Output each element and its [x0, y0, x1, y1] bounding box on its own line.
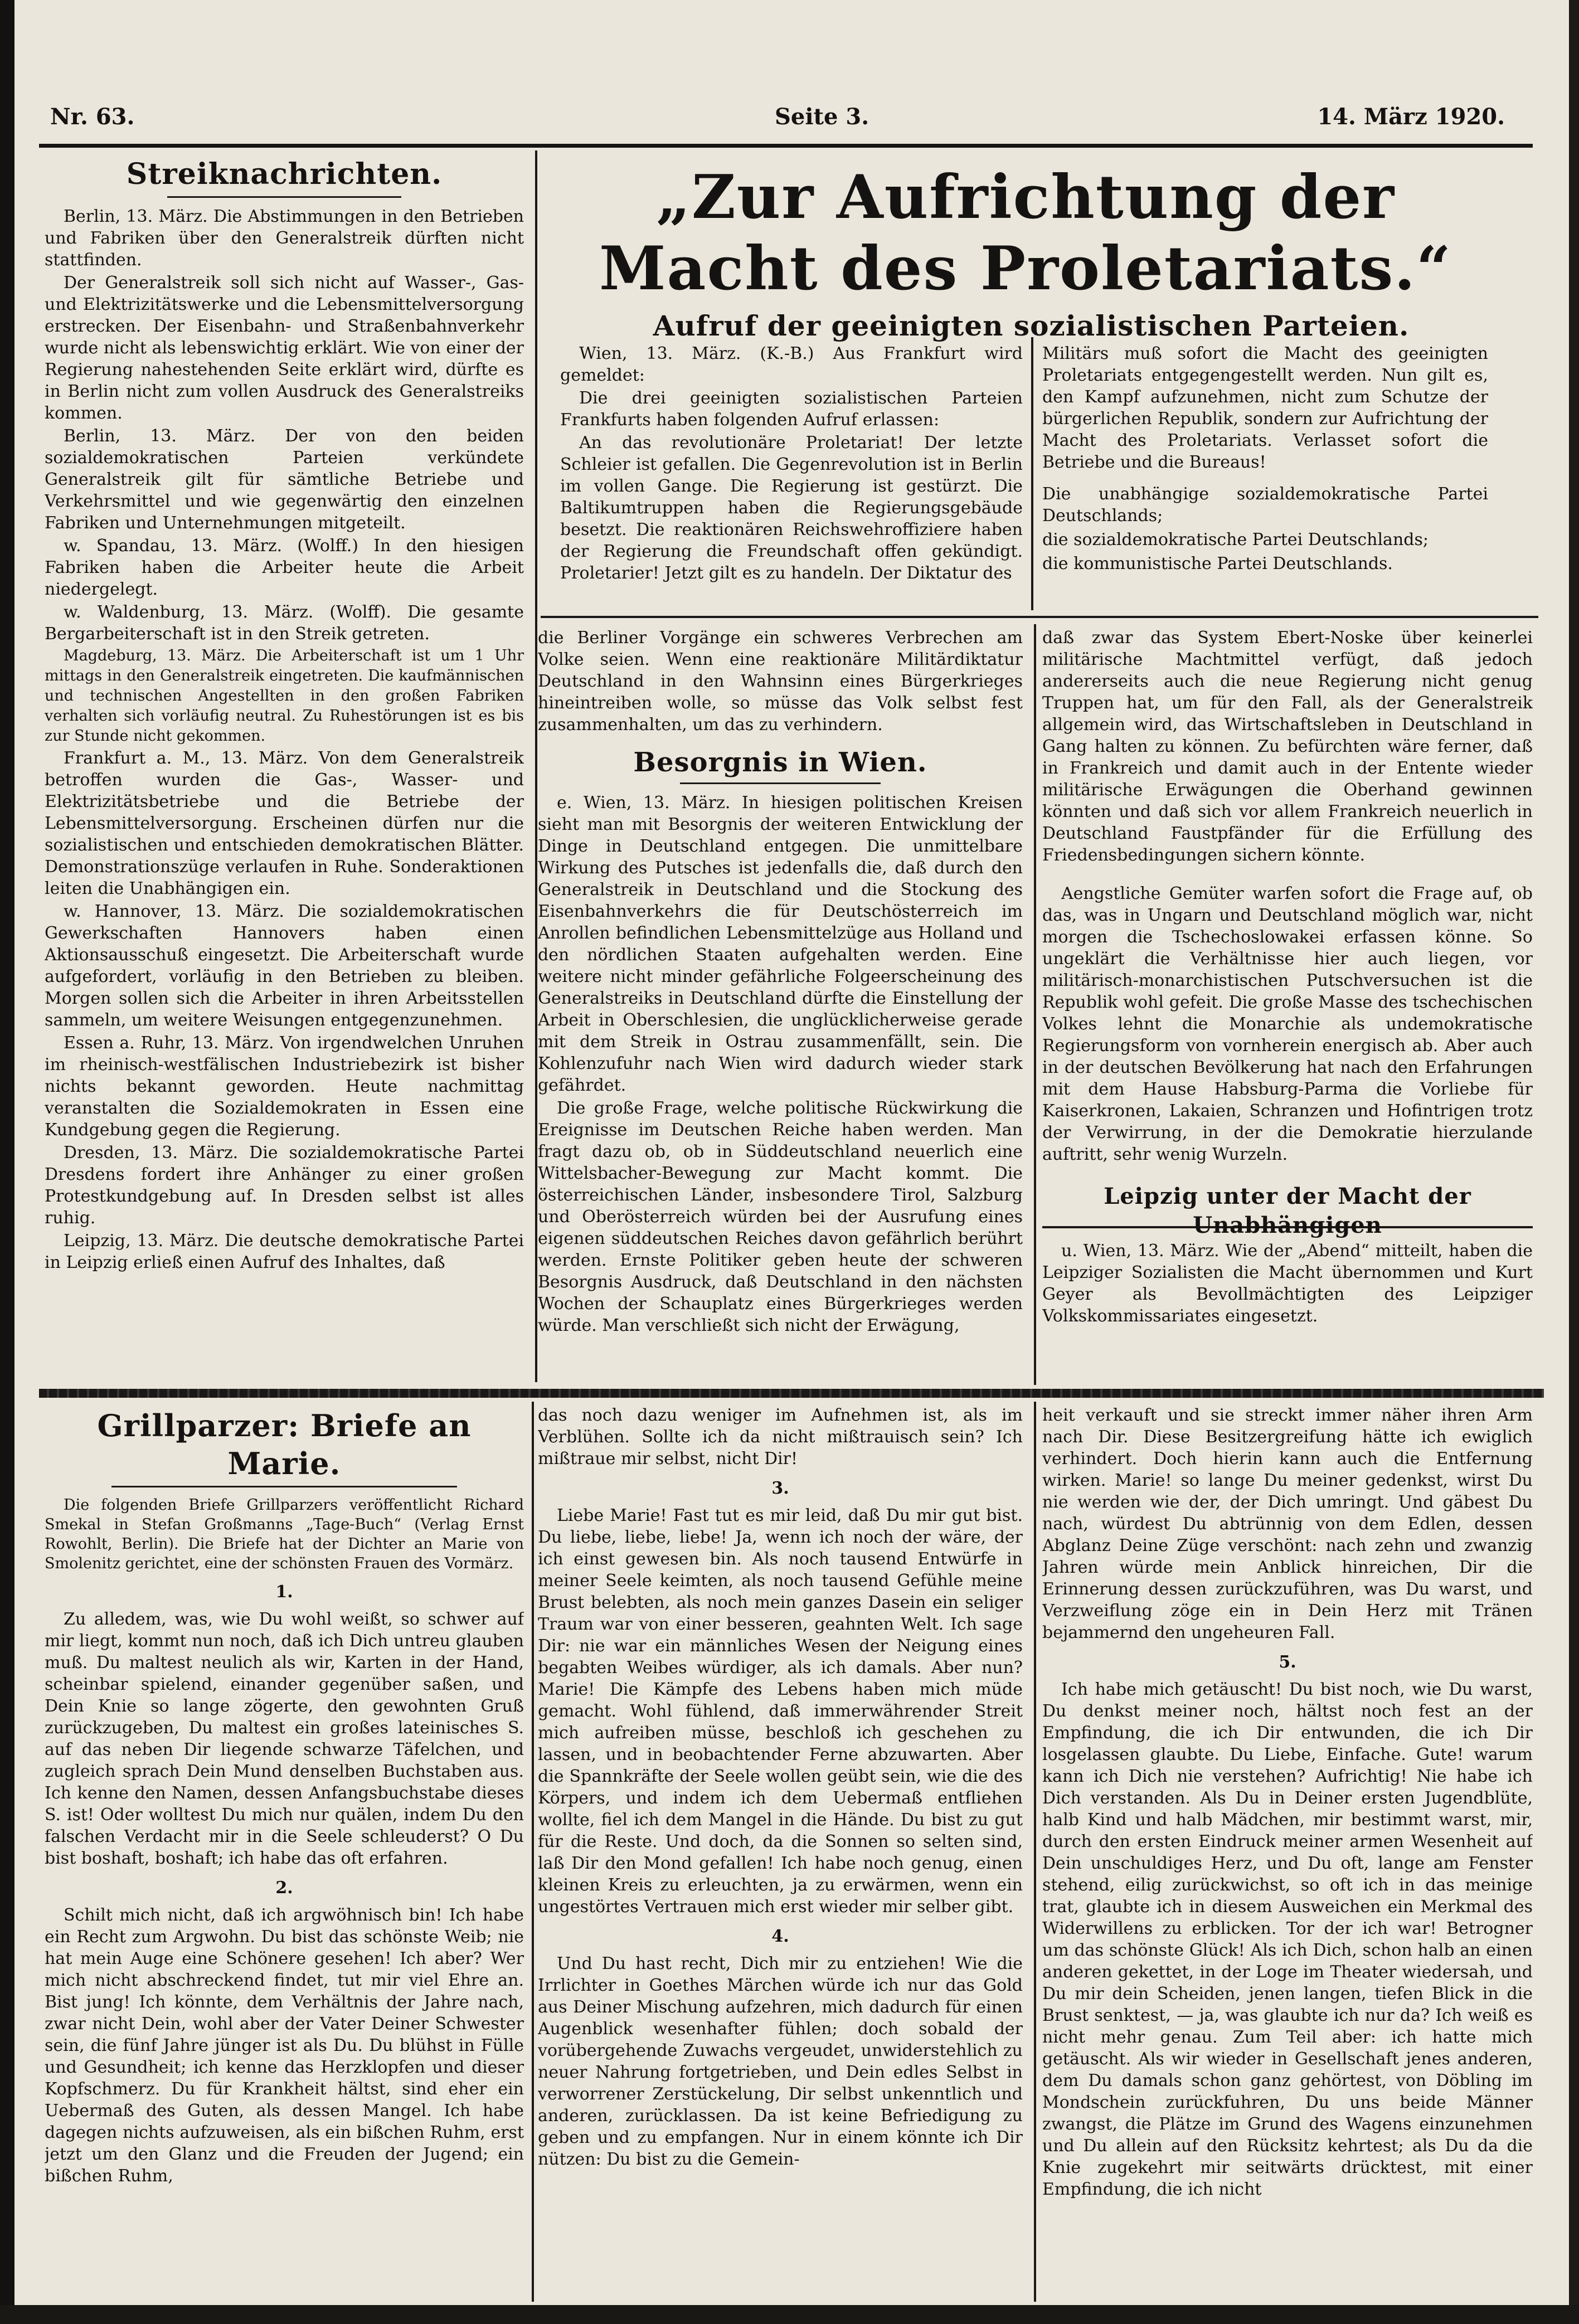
letter-number: 2. — [275, 1878, 293, 1898]
proclamation-column-1 — [560, 343, 1023, 610]
leipzig-heading: Leipzig unter der Macht der Unabhängigen — [1104, 1183, 1471, 1238]
strike-news-heading-rule — [167, 196, 401, 198]
proclamation-column-2 — [1042, 343, 1488, 610]
vienna-heading-rule — [680, 782, 881, 784]
proclamation-paragraph: Militärs muß sofort die Macht des geeinigten Proletariats entgegengestellt werden. Nun gilt es, den Kampf aufzunehmen, nicht zum Schutze der bürgerlichen Republik, sondern zur Aufrichtung der Macht des Proletariats. Verlasset sofort die Betriebe und die Bureaus! — [1042, 344, 1488, 472]
proclamation-paragraph: An das revolutionäre Proletariat! Der letzte Schleier ist gefallen. Die Gegenrevolution ist in Berlin im vollen Gange. Die Regierung ist gestürzt. Die Baltikumtruppen haben die Regierungsgebäude besetzt. Die reaktionären Reichswehroffiziere haben der Regierung die Freundschaft offen gekündigt. Proletarier! Jetzt gilt es zu handeln. Der Diktatur des — [560, 433, 1023, 583]
leipzig-continuation: die Berliner Vorgänge ein schweres Verbrechen am Volke seien. Wenn eine reaktionäre Militärdiktatur Deutschland in den Wahnsinn eines Bürgerkrieges hineintreiben wolle, so müsse das Volk selbst fest zusammenhalten, um das zu verhindern. — [538, 628, 1023, 735]
proclamation-subtitle: Aufruf der geeinigten sozialistischen Parteien. — [653, 309, 1410, 342]
letter-paragraph: heit verkauft und sie streckt immer näher ihren Arm nach Dir. Diese Besitzergreifung hätte ich ewiglich verhindert. Doch hierin kann auch die Entfernung wirken. Marie! so lange Du meiner gedenkst, wirst Du nie werden wie der, der Dich umringt. Und gäbest Du nach, würdest Du abtrünnig von dem Edlen, dessen Abglanz Deine Züge verschönt: nach zehn und zwanzig Jahren würde mein Anblick hinreichen, Dir die Erinnerung dessen zurückzuführen, was Du warst, und Verzweiflung zöge ein in Dein Herz mit Tränen bejammernd den ungeheuren Fall. — [1042, 1406, 1533, 1642]
strike-item: Berlin, 13. März. Die Abstimmungen in den Betrieben und Fabriken über den Generalstreik dürften nicht stattfinden. — [45, 207, 524, 270]
strike-item: Magdeburg, 13. März. Die Arbeiterschaft ist um 1 Uhr mittags in den Generalstreik eingetreten. Die kaufmännischen und technischen Angestellten in den großen Fabriken verhalten sich vorläufig neutral. Zu Ruhestörungen ist es bis zur Stunde nicht gekommen. — [45, 647, 524, 745]
column-rule-right — [1034, 624, 1036, 1385]
column-rule-left — [535, 150, 537, 1382]
feuilleton-divider — [39, 1389, 1544, 1398]
letter-number: 3. — [771, 1479, 789, 1498]
strike-item: Dresden, 13. März. Die sozialdemokratische Partei Dresdens fordert ihre Anhänger zu einer großen Protestkundgebung auf. In Dresden selbst ist alles ruhig. — [45, 1143, 524, 1228]
strike-item: Berlin, 13. März. Der von den beiden sozialdemokratischen Parteien verkündete Generalstreik gilt für sämtliche Betriebe und Verkehrsmittel und wie gegenwärtig den einzelnen Fabriken und Unternehmungen mitgeteilt. — [45, 426, 524, 533]
running-header — [45, 100, 1505, 139]
letter-paragraph: Und Du hast recht, Dich mir zu entziehen! Wie die Irrlichter in Goethes Märchen würde ich nur das Gold aus Deiner Mischung aufzehren, mich dadurch für einen Augenblick wesenhafter fühlen; doch sobald der vorübergehende Zuwachs vergeudet, unwiderstehlich zu neuer Nahrung fortgetrieben, und Dein edles Selbst in verworrener Zerstückelung, Dir selbst unkenntlich und anderen, zurücklassen. Da ist keine Befriedigung zu geben und zu empfangen. Nur in einem könnte ich Dir nützen: Du bist zu die Gemein- — [538, 1954, 1023, 2169]
proclamation-signature: die kommunistische Partei Deutschlands. — [1042, 554, 1393, 573]
issue-number: Nr. 63. — [50, 104, 135, 130]
strike-item: w. Hannover, 13. März. Die sozialdemokratischen Gewerkschaften Hannovers haben einen Aktionsausschuß eingesetzt. Die Arbeiterschaft wurde aufgefordert, vorläufig in den Betrieben zu bleiben. Morgen sollen sich die Arbeiter in ihren Arbeitsstellen sammeln, um weitere Weisungen entgegenzunehmen. — [45, 902, 524, 1030]
strike-item: Der Generalstreik soll sich nicht auf Wasser-, Gas- und Elektrizitätswerke und die Lebensmittelversorgung erstrecken. Der Eisenbahn- und Straßenbahnverkehr wurde nicht als lebenswichtig erklärt. Wie von einer der Regierung nahestehenden Seite erklärt wird, dürfte es in Berlin nicht zum vollen Ausdruck des Generalstreiks kommen. — [45, 273, 524, 423]
grillparzer-column-1 — [45, 1404, 524, 2302]
letter-number: 1. — [275, 1582, 293, 1602]
header-rule — [39, 144, 1533, 148]
leipzig-paragraph: u. Wien, 13. März. Wie der „Abend“ mitteilt, haben die Leipziger Sozialisten die Macht übernommen und Kurt Geyer als Bevollmächtigten des Leipziger Volkskommissariates eingesetzt. — [1042, 1241, 1533, 1326]
strike-item: Frankfurt a. M., 13. März. Von dem Generalstreik betroffen wurden die Gas-, Wasser- und Elektrizitätsbetriebe und die Betriebe der Lebensmittelversorgung. Erscheinen dürfen nur die sozialistischen und entschieden demokratischen Blätter. Demonstrationszüge verlaufen in Ruhe. Sonderaktionen leiten die Unabhängigen ein. — [45, 748, 524, 898]
vienna-paragraph: Die große Frage, welche politische Rückwirkung die Ereignisse im Deutschen Reiche haben werden. Man fragt dazu ob, ob in Süddeutschland neuerlich eine Wittelsbacher-Bewegung zur Macht kommt. Die österreichischen Länder, insbesondere Tirol, Salzburg und Oberösterreich würden bei der Ausrufung eines eigenen süddeutschen Reiches davon gefährlich berührt werden. Ernste Politiker geben heute der schweren Besorgnis Ausdruck, daß Deutschland in den nächsten Wochen der Schauplatz eines Bürgerkrieges werden würde. Man verschließt sich nicht der Erwägung, — [538, 1098, 1023, 1335]
strike-item: w. Waldenburg, 13. März. (Wolff). Die gesamte Bergarbeiterschaft ist in den Streik getreten. — [45, 602, 524, 644]
scan-edge-left — [0, 0, 14, 2324]
scan-edge-right — [1569, 0, 1579, 2324]
lower-column-rule-right — [1034, 1402, 1036, 2302]
issue-date: 14. März 1920. — [1317, 104, 1505, 130]
proclamation-signature: Die unabhängige sozialdemokratische Partei Deutschlands; — [1042, 484, 1488, 526]
grillparzer-heading: Grillparzer: Briefe an Marie. — [97, 1408, 472, 1481]
page-number: Seite 3. — [775, 104, 869, 130]
middle-column — [538, 627, 1023, 1385]
letter-paragraph: Liebe Marie! Fast tut es mir leid, daß Du mir gut bist. Du liebe, liebe, liebe! Ja, wenn ich noch der wäre, der ich einst gewesen bin. Als noch tausend Entwürfe in meiner Seele keimten, als noch tausend Gefühle meine Brust belebten, als noch mein ganzes Dasein ein seliger Traum war von einer besseren, geahnten Welt. Ich sage Dir: nie war ein männliches Wesen der Neigung eines begabten Weibes würdiger, als ich damals. Aber nun? Marie! Die Kämpfe des Lebens haben mich müde gemacht. Wohl fühlend, daß immerwährender Streit mich aufreiben müsse, beschloß ich geschehen zu lassen, und in beobachtender Ferne abzuwarten. Aber die Spannkräfte der Seele wollen geübt sein, wie die des Körpers, und indem ich dem Uebermaß entfliehen wollte, fiel ich dem Mangel in die Hände. Du bist zu gut für die Reste. Und doch, da die Sonnen so selten sind, laß Dir den Mond gefallen! Ich habe noch genug, einen kleinen Kreis zu erleuchten, ja zu erwärmen, wenn ein ungestörtes Vertrauen mich erst wieder mir selber gibt. — [538, 1506, 1023, 1917]
proclamation-bottom-rule — [541, 616, 1538, 618]
letter-number: 5. — [1279, 1652, 1296, 1672]
letter-paragraph: Ich habe mich getäuscht! Du bist noch, wie Du warst, Du denkst meiner noch, hältst noch fest an der Empfindung, die ich Dir entwunden, die ich Dir losgelassen glaubte. Du Liebe, Einfache. Gute! warum kann ich Dich nie verstehen? Aufrichtig! Nie habe ich Dich verstanden. Als Du in Deiner ersten Jugendblüte, halb Kind und halb Mädchen, mir bestimmt warst, mir, durch den ersten Eindruck meiner armen Wesenheit auf Dein unschuldiges Herz, und Du oft, lange am Fenster stehend, eilig zurückwichst, so oft ich in das meinige trat, glaubte ich in diesem Ausweichen ein Merkmal des Widerwillens zu erblicken. Tor der ich war! Betrogner um das schönste Glück! Als ich Dich, schon halb an einen anderen gekettet, in der Loge im Theater wiedersah, und Du mir dein Scheiden, jenen langen, tiefen Blick in die Brust senktest, — ja, was glaubte ich nur da? Ich weiß es nicht mehr genau. Zum Teil aber: ich hatte mich getäuscht. Als wir wieder in Gesellschaft jenes anderen, dem Du damals schon ganz gehörtest, von Döbling im Mondschein zurückfuhren, Du uns beide Männer zwangst, die Plätze im Grund des Wagens einzunehmen und Du allein auf den Rücksitz kehrtest; als Du da die Knie zugekehrt mir seitwärts drücktest, mit einer Empfindung, die ich nicht — [1042, 1680, 1533, 2199]
strike-news-column — [45, 156, 524, 1382]
strike-item: w. Spandau, 13. März. (Wolff.) In den hiesigen Fabriken haben die Arbeiter heute die Arbeit niedergelegt. — [45, 536, 524, 599]
vienna-heading: Besorgnis in Wien. — [633, 747, 927, 778]
letter-number: 4. — [771, 1927, 789, 1946]
vienna-paragraph: e. Wien, 13. März. In hiesigen politischen Kreisen sieht man mit Besorgnis der weiteren Entwicklung der Dinge in Deutschland entgegen. Die unmittelbare Wirkung des Putsches ist jedenfalls die, daß durch den Generalstreik in Deutschland und die Stockung des Eisenbahnverkehrs die für Deutschösterreich im Anrollen befindlichen Lebensmittelzüge aus Holland und den nördlichen Staaten aufgehalten werden. Eine weitere nicht minder gefährliche Folgeerscheinung des Generalstreiks in Deutschland dürfte die Einstellung der Arbeit in Oberschlesien, die unglücklicherweise gerade mit dem Streik in Ostrau zusammenfällt, sein. Die Kohlenzufuhr nach Wien wird dadurch wieder stark gefährdet. — [538, 793, 1023, 1095]
grillparzer-intro: Die folgenden Briefe Grillparzers veröffentlicht Richard Smekal in Stefan Großmanns „Tage-Buch“ (Verlag Ernst Rowohlt, Berlin). Die Briefe hat der Dichter an Marie von Smolenitz gerichtet, eine der schönsten Frauen des Vormärz. — [45, 1496, 524, 1572]
proclamation-signature: die sozialdemokratische Partei Deutschlands; — [1042, 530, 1429, 550]
strike-item: Essen a. Ruhr, 13. März. Von irgendwelchen Unruhen im rheinisch-westfälischen Industriebezirk ist bisher nichts bekannt geworden. Heute nachmittag veranstalten die Sozialdemokraten in Essen eine Kundgebung gegen die Regierung. — [45, 1033, 524, 1140]
proclamation-paragraph: Wien, 13. März. (K.-B.) Aus Frankfurt wird gemeldet: — [560, 344, 1023, 385]
czech-paragraph: Aengstliche Gemüter warfen sofort die Frage auf, ob das, was in Ungarn und Deutschland möglich war, nicht morgen die Tschechoslowakei erfassen könne. So ungeklärt die Verhältnisse hier auch liegen, vor militärisch-monarchistischen Putschversuchen ist die Republik wohl gefeit. Die große Masse des tschechischen Volkes lehnt die Monarchie als undemokratische Regierungsform von vornherein energisch ab. Aber auch in der deutschen Bevölkerung hat nach den Erfahrungen mit dem Hause Habsburg-Parma die Vorliebe für Kaiserkronen, Lakaien, Schranzen und Hofintrigen trotz der Verwirrung, in der die Demokratie hierzulande auftritt, sehr wenig Wurzeln. — [1042, 884, 1533, 1164]
letter-paragraph: Zu alledem, was, wie Du wohl weißt, so schwer auf mir liegt, kommt nun noch, daß ich Dich untreu glauben muß. Du maltest neulich als wir, Karten in der Hand, scheinbar spielend, einander gegenüber saßen, und Dein Knie so lange zögerte, den gewohnten Gruß zurückzugeben, Du maltest ein großes lateinisches S. auf das neben Dir liegende schwarze Täfelchen, und zugleich sprach Dein Mund denselben Buchstaben aus. Ich kenne den Namen, dessen Anfangsbuchstabe dieses S. ist! Oder wolltest Du mich nur quälen, indem Du den falschen Verdacht mir in die Seele schleuderst? O Du bist boshaft, boshaft; ich habe das oft erfahren. — [45, 1610, 524, 1868]
scan-edge-bottom — [0, 2305, 1579, 2324]
grillparzer-column-3 — [1042, 1404, 1533, 2302]
lower-column-rule-left — [532, 1402, 534, 2302]
letter-paragraph: Schilt mich nicht, daß ich argwöhnisch bin! Ich habe ein Recht zum Argwohn. Du bist das schönste Weib; nie hat mein Auge eine Schönere gesehen! Ich aber? Wer mich nicht abschreckend findet, tut mir viel Ehre an. Bist jung! Ich könnte, dem Verhältnis der Jahre nach, zwar nicht Dein, wohl aber der Vater Deiner Schwester sein, die fünf Jahre jünger ist als Du. Du blühst in Fülle und Gesundheit; ich kenne das Herzklopfen und dieser Kopfschmerz. Du für Krankheit hältst, sind eher ein Uebermaß des Guten, als dessen Mangel. Ich habe dagegen nichts aufzuweisen, als ein bißchen Ruhm, erst jetzt um den Glanz und die Freuden der Jugend; ein bißchen Ruhm, — [45, 1905, 524, 2186]
proclamation-column-rule — [1031, 337, 1033, 610]
right-column — [1042, 627, 1533, 1385]
strike-news-heading: Streiknachrichten. — [126, 157, 443, 191]
grillparzer-column-2 — [538, 1404, 1023, 2302]
vienna-continuation: daß zwar das System Ebert-Noske über keinerlei militärische Machtmittel verfügt, daß jedoch andererseits auch die neue Regierung nicht genug Truppen hat, um für den Fall, als der Generalstreik allgemein wird, das Wirtschaftsleben in Deutschland in Gang halten zu können. Zu befürchten wäre ferner, daß in Frankreich und damit auch in der Entente wieder militärische Erwägungen die Oberhand gewinnen könnten und daß sich vor allem Frankreich neuerlich in Deutschland Faustpfänder für die Erfüllung des Friedensbedingungen sichern könnte. — [1042, 628, 1533, 865]
proclamation-paragraph: Die drei geeinigten sozialistischen Parteien Frankfurts haben folgenden Aufruf erlassen: — [560, 388, 1023, 430]
strike-item: Leipzig, 13. März. Die deutsche demokratische Partei in Leipzig erließ einen Aufruf des Inhaltes, daß — [45, 1231, 524, 1272]
proclamation-title: „Zur Aufrichtung der Macht des Proletariats.“ — [599, 162, 1452, 304]
letter-paragraph: das noch dazu weniger im Aufnehmen ist, als im Verblühen. Sollte ich da nicht mißtrauisch sein? Ich mißtraue mir selbst, nicht Dir! — [538, 1406, 1023, 1469]
grillparzer-heading-rule — [111, 1486, 457, 1487]
